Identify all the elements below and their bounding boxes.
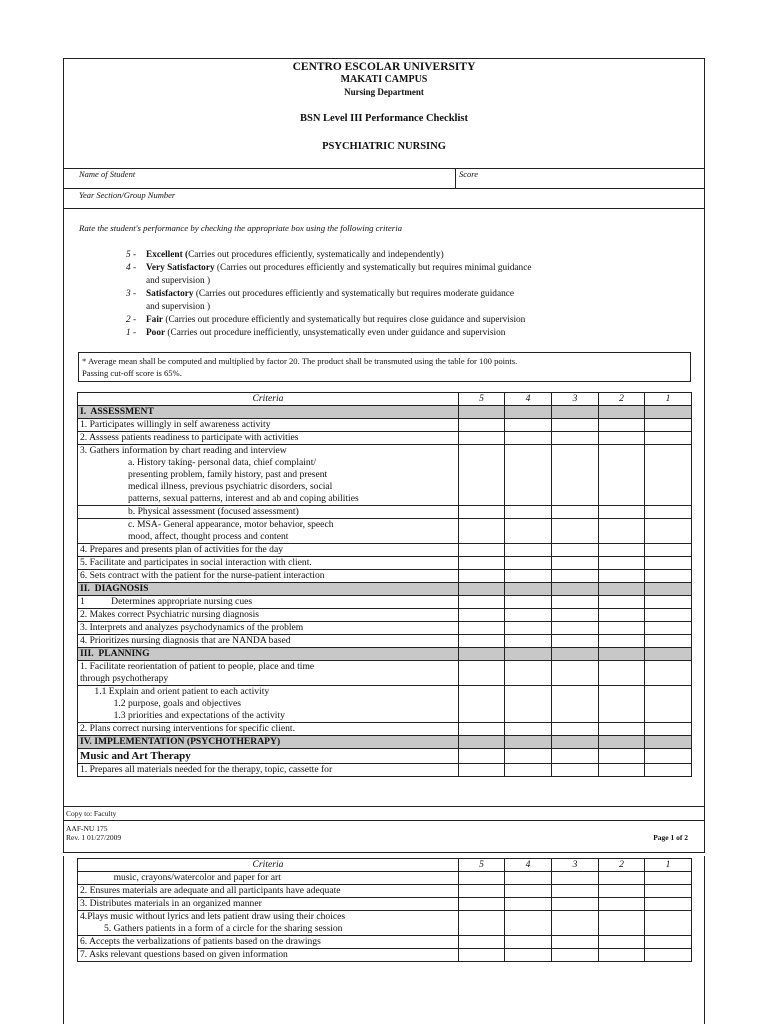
score-checkbox[interactable] bbox=[459, 911, 505, 936]
name-of-student-label: Name of Student bbox=[79, 169, 136, 179]
score-checkbox[interactable] bbox=[459, 419, 505, 432]
criteria-header: Criteria bbox=[78, 859, 459, 872]
score-checkbox[interactable] bbox=[505, 557, 552, 570]
score-checkbox[interactable] bbox=[505, 596, 552, 609]
criteria-text: III. PLANNING bbox=[78, 648, 459, 661]
score-checkbox[interactable] bbox=[645, 622, 692, 635]
score-checkbox[interactable] bbox=[599, 911, 645, 936]
score-checkbox[interactable] bbox=[599, 506, 645, 519]
score-checkbox[interactable] bbox=[645, 949, 692, 962]
score-checkbox[interactable] bbox=[505, 872, 552, 885]
score-checkbox[interactable] bbox=[645, 432, 692, 445]
score-checkbox[interactable] bbox=[505, 949, 552, 962]
year-section-label: Year Section/Group Number bbox=[79, 190, 176, 200]
score-checkbox[interactable] bbox=[505, 764, 552, 777]
instructions: Rate the student's performance by checking the appropriate box using the following criteria bbox=[79, 223, 403, 233]
criteria-text: 2. Asssess patients readiness to participate with activities bbox=[78, 432, 459, 445]
table-row bbox=[78, 609, 692, 622]
score-checkbox[interactable] bbox=[505, 885, 552, 898]
score-checkbox[interactable] bbox=[599, 609, 645, 622]
score-checkbox[interactable] bbox=[599, 686, 645, 723]
table-row bbox=[78, 911, 692, 936]
score-checkbox[interactable] bbox=[552, 936, 599, 949]
score-checkbox[interactable] bbox=[645, 635, 692, 648]
score-checkbox[interactable] bbox=[645, 936, 692, 949]
score-checkbox[interactable] bbox=[645, 419, 692, 432]
score-checkbox[interactable] bbox=[552, 872, 599, 885]
score-checkbox[interactable] bbox=[552, 911, 599, 936]
score-checkbox[interactable] bbox=[599, 949, 645, 962]
table-row bbox=[78, 936, 692, 949]
criteria-text: 4. Prioritizes nursing diagnosis that are NANDA based bbox=[78, 635, 459, 648]
criteria-text: 1. Prepares all materials needed for the therapy, topic, cassette for bbox=[78, 764, 459, 777]
score-checkbox[interactable] bbox=[459, 749, 505, 764]
score-checkbox[interactable] bbox=[645, 648, 692, 661]
score-checkbox[interactable] bbox=[645, 570, 692, 583]
score-checkbox[interactable] bbox=[459, 661, 505, 686]
rating-description: (Carries out procedures efficiently and systematically but requires moderate guidance bbox=[193, 289, 514, 299]
score-checkbox[interactable] bbox=[599, 432, 645, 445]
score-header: 4 bbox=[505, 859, 552, 872]
table-row bbox=[78, 596, 692, 609]
criteria-text: 4. Prepares and presents plan of activities for the day bbox=[78, 544, 459, 557]
score-checkbox[interactable] bbox=[552, 419, 599, 432]
campus-name: MAKATI CAMPUS bbox=[340, 74, 428, 85]
score-checkbox[interactable] bbox=[459, 635, 505, 648]
score-header: 1 bbox=[645, 393, 692, 406]
score-checkbox[interactable] bbox=[599, 406, 645, 419]
score-checkbox[interactable] bbox=[552, 898, 599, 911]
table-row bbox=[78, 764, 692, 777]
score-header: 1 bbox=[645, 859, 692, 872]
criteria-text: b. Physical assessment (focused assessment) bbox=[78, 506, 459, 519]
score-checkbox[interactable] bbox=[459, 885, 505, 898]
score-checkbox[interactable] bbox=[552, 432, 599, 445]
rating-number: 3 - bbox=[126, 289, 137, 299]
table-header-row bbox=[78, 393, 692, 406]
score-checkbox[interactable] bbox=[599, 419, 645, 432]
criteria-text: 4.Plays music without lyrics and lets patient draw using their choices 5. Gathers patients in a form of a circle for the sharing session bbox=[78, 911, 459, 936]
criteria-text: 3. Interprets and analyzes psychodynamics of the problem bbox=[78, 622, 459, 635]
criteria-text: 5. Facilitate and participates in social interaction with client. bbox=[78, 557, 459, 570]
score-checkbox[interactable] bbox=[552, 885, 599, 898]
criteria-text: 3. Gathers information by chart reading and interview a. History taking- personal data, chief complaint/ presenting problem, family history, past and present medical illness, previous psychiatric disorders, social patterns, sexual patterns, interest and ab and coping abilities bbox=[78, 445, 459, 506]
score-checkbox[interactable] bbox=[505, 432, 552, 445]
score-checkbox[interactable] bbox=[505, 911, 552, 936]
score-checkbox[interactable] bbox=[599, 648, 645, 661]
score-checkbox[interactable] bbox=[505, 736, 552, 749]
form-page-1 bbox=[63, 58, 705, 853]
score-header: 3 bbox=[552, 859, 599, 872]
criteria-text: 1. Facilitate reorientation of patient to people, place and time through psychotherapy bbox=[78, 661, 459, 686]
score-header: 4 bbox=[505, 393, 552, 406]
score-checkbox[interactable] bbox=[645, 872, 692, 885]
table-row bbox=[78, 723, 692, 736]
score-checkbox[interactable] bbox=[459, 406, 505, 419]
score-checkbox[interactable] bbox=[505, 583, 552, 596]
divider bbox=[64, 806, 704, 807]
rating-term: Fair bbox=[146, 315, 164, 325]
score-checkbox[interactable] bbox=[505, 635, 552, 648]
score-checkbox[interactable] bbox=[599, 885, 645, 898]
score-checkbox[interactable] bbox=[552, 749, 599, 764]
subject-title: PSYCHIATRIC NURSING bbox=[322, 141, 446, 152]
university-name: CENTRO ESCOLAR UNIVERSITY bbox=[292, 61, 476, 73]
table-row bbox=[78, 519, 692, 544]
score-checkbox[interactable] bbox=[552, 406, 599, 419]
score-checkbox[interactable] bbox=[599, 557, 645, 570]
score-checkbox[interactable] bbox=[459, 872, 505, 885]
score-checkbox[interactable] bbox=[599, 898, 645, 911]
score-checkbox[interactable] bbox=[645, 445, 692, 506]
score-checkbox[interactable] bbox=[505, 519, 552, 544]
score-checkbox[interactable] bbox=[645, 519, 692, 544]
score-checkbox[interactable] bbox=[459, 764, 505, 777]
score-checkbox[interactable] bbox=[599, 596, 645, 609]
criteria-text: 2. Plans correct nursing interventions for specific client. bbox=[78, 723, 459, 736]
checklist-title: BSN Level III Performance Checklist bbox=[300, 113, 468, 124]
divider bbox=[64, 188, 704, 189]
score-checkbox[interactable] bbox=[552, 949, 599, 962]
criteria-text: 3. Distributes materials in an organized manner bbox=[78, 898, 459, 911]
score-checkbox[interactable] bbox=[645, 764, 692, 777]
table-row bbox=[78, 544, 692, 557]
score-checkbox[interactable] bbox=[645, 583, 692, 596]
criteria-text: c. MSA- General appearance, motor behavior, speech mood, affect, thought process and content bbox=[78, 519, 459, 544]
score-header: 3 bbox=[552, 393, 599, 406]
score-checkbox[interactable] bbox=[552, 661, 599, 686]
criteria-text: music, crayons/watercolor and paper for art bbox=[78, 872, 459, 885]
score-checkbox[interactable] bbox=[505, 648, 552, 661]
score-label: Score bbox=[459, 169, 479, 179]
table-row bbox=[78, 872, 692, 885]
score-checkbox[interactable] bbox=[505, 506, 552, 519]
rating-term: Very Satisfactory bbox=[146, 263, 215, 273]
score-checkbox[interactable] bbox=[552, 596, 599, 609]
divider bbox=[64, 820, 704, 821]
score-checkbox[interactable] bbox=[599, 583, 645, 596]
score-checkbox[interactable] bbox=[645, 661, 692, 686]
rating-description-cont: and supervision ) bbox=[146, 276, 211, 286]
criteria-text: Music and Art Therapy bbox=[78, 749, 459, 764]
rating-description: (Carries out procedure efficiently and systematically but requires close guidance and supervision bbox=[163, 315, 526, 325]
score-checkbox[interactable] bbox=[459, 596, 505, 609]
score-checkbox[interactable] bbox=[459, 445, 505, 506]
rating-scale bbox=[126, 249, 686, 340]
score-checkbox[interactable] bbox=[459, 949, 505, 962]
score-checkbox[interactable] bbox=[552, 622, 599, 635]
score-header: 2 bbox=[599, 393, 645, 406]
score-checkbox[interactable] bbox=[552, 609, 599, 622]
score-checkbox[interactable] bbox=[645, 406, 692, 419]
score-checkbox[interactable] bbox=[552, 583, 599, 596]
criteria-text: 2. Makes correct Psychiatric nursing diagnosis bbox=[78, 609, 459, 622]
criteria-text: 2. Ensures materials are adequate and all participants have adequate bbox=[78, 885, 459, 898]
section-row bbox=[78, 648, 692, 661]
score-checkbox[interactable] bbox=[599, 544, 645, 557]
score-checkbox[interactable] bbox=[645, 557, 692, 570]
score-checkbox[interactable] bbox=[552, 445, 599, 506]
score-checkbox[interactable] bbox=[645, 596, 692, 609]
score-checkbox[interactable] bbox=[505, 936, 552, 949]
score-checkbox[interactable] bbox=[552, 544, 599, 557]
score-checkbox[interactable] bbox=[505, 749, 552, 764]
score-checkbox[interactable] bbox=[645, 609, 692, 622]
section-row bbox=[78, 406, 692, 419]
table-row bbox=[78, 557, 692, 570]
criteria-text: 6. Accepts the verbalizations of patients based on the drawings bbox=[78, 936, 459, 949]
score-checkbox[interactable] bbox=[645, 736, 692, 749]
score-checkbox[interactable] bbox=[459, 622, 505, 635]
score-checkbox[interactable] bbox=[459, 519, 505, 544]
score-checkbox[interactable] bbox=[599, 519, 645, 544]
score-checkbox[interactable] bbox=[459, 898, 505, 911]
score-checkbox[interactable] bbox=[552, 736, 599, 749]
score-checkbox[interactable] bbox=[599, 622, 645, 635]
table-row bbox=[78, 885, 692, 898]
score-checkbox[interactable] bbox=[552, 519, 599, 544]
form-page-2 bbox=[63, 856, 705, 1024]
score-checkbox[interactable] bbox=[552, 764, 599, 777]
rating-number: 5 - bbox=[126, 250, 137, 260]
score-checkbox[interactable] bbox=[645, 506, 692, 519]
criteria-text: 1. Participates willingly in self awareness activity bbox=[78, 419, 459, 432]
department-name: Nursing Department bbox=[344, 87, 424, 97]
score-checkbox[interactable] bbox=[505, 419, 552, 432]
score-checkbox[interactable] bbox=[552, 686, 599, 723]
rating-number: 4 - bbox=[126, 263, 137, 273]
table-row bbox=[78, 661, 692, 686]
note-line-2: Passing cut-off score is 65%. bbox=[82, 368, 182, 378]
table-row bbox=[78, 506, 692, 519]
score-checkbox[interactable] bbox=[645, 686, 692, 723]
score-checkbox[interactable] bbox=[599, 570, 645, 583]
section-row bbox=[78, 736, 692, 749]
divider bbox=[64, 208, 704, 209]
score-checkbox[interactable] bbox=[552, 648, 599, 661]
rating-number: 1 - bbox=[126, 328, 137, 338]
field-divider bbox=[455, 168, 456, 188]
section-row bbox=[78, 583, 692, 596]
score-checkbox[interactable] bbox=[599, 723, 645, 736]
rating-scale-item bbox=[126, 327, 686, 340]
rating-term: Satisfactory bbox=[146, 289, 194, 299]
table-row bbox=[78, 445, 692, 506]
score-checkbox[interactable] bbox=[459, 609, 505, 622]
criteria-table bbox=[77, 392, 692, 777]
score-checkbox[interactable] bbox=[552, 570, 599, 583]
rating-scale-item bbox=[126, 249, 686, 262]
score-checkbox[interactable] bbox=[645, 911, 692, 936]
score-checkbox[interactable] bbox=[505, 723, 552, 736]
criteria-text: IV. IMPLEMENTATION (PSYCHOTHERAPY) bbox=[78, 736, 459, 749]
criteria-text: II. DIAGNOSIS bbox=[78, 583, 459, 596]
criteria-header: Criteria bbox=[78, 393, 459, 406]
table-row bbox=[78, 686, 692, 723]
score-checkbox[interactable] bbox=[505, 609, 552, 622]
score-checkbox[interactable] bbox=[505, 686, 552, 723]
criteria-text: 1 Determines appropriate nursing cues bbox=[78, 596, 459, 609]
score-checkbox[interactable] bbox=[505, 544, 552, 557]
score-checkbox[interactable] bbox=[459, 686, 505, 723]
rating-term: Poor bbox=[146, 328, 166, 338]
score-header: 5 bbox=[459, 393, 505, 406]
rating-description: (Carries out procedures efficiently and systematically but requires minimal guidance bbox=[214, 263, 532, 273]
table-row bbox=[78, 949, 692, 962]
score-checkbox[interactable] bbox=[505, 445, 552, 506]
table-row bbox=[78, 432, 692, 445]
score-header: 5 bbox=[459, 859, 505, 872]
score-checkbox[interactable] bbox=[645, 885, 692, 898]
score-checkbox[interactable] bbox=[459, 432, 505, 445]
score-checkbox[interactable] bbox=[459, 723, 505, 736]
score-checkbox[interactable] bbox=[505, 898, 552, 911]
score-checkbox[interactable] bbox=[505, 406, 552, 419]
score-checkbox[interactable] bbox=[599, 635, 645, 648]
criteria-text: 1.1 Explain and orient patient to each activity 1.2 purpose, goals and objectives 1.3 priorities and expectations of the activity bbox=[78, 686, 459, 723]
score-checkbox[interactable] bbox=[505, 661, 552, 686]
criteria-text: 6. Sets contract with the patient for the nurse-patient interaction bbox=[78, 570, 459, 583]
rating-description: (Carries out procedure inefficiently, unsystematically even under guidance and supervision bbox=[165, 328, 506, 338]
rating-scale-item bbox=[126, 288, 686, 314]
score-checkbox[interactable] bbox=[599, 736, 645, 749]
form-code: AAF-NU 175 bbox=[66, 824, 108, 833]
table-header-row bbox=[78, 859, 692, 872]
score-header: 2 bbox=[599, 859, 645, 872]
score-checkbox[interactable] bbox=[645, 723, 692, 736]
score-checkbox[interactable] bbox=[552, 506, 599, 519]
score-checkbox[interactable] bbox=[459, 583, 505, 596]
score-checkbox[interactable] bbox=[459, 544, 505, 557]
table-row bbox=[78, 419, 692, 432]
score-checkbox[interactable] bbox=[505, 570, 552, 583]
score-checkbox[interactable] bbox=[505, 622, 552, 635]
table-row bbox=[78, 622, 692, 635]
copy-to: Copy to: Faculty bbox=[66, 809, 117, 818]
score-checkbox[interactable] bbox=[552, 557, 599, 570]
score-checkbox[interactable] bbox=[599, 872, 645, 885]
score-checkbox[interactable] bbox=[599, 661, 645, 686]
score-checkbox[interactable] bbox=[552, 635, 599, 648]
criteria-table-continued bbox=[77, 858, 692, 962]
score-checkbox[interactable] bbox=[599, 764, 645, 777]
score-checkbox[interactable] bbox=[459, 648, 505, 661]
rating-term: Excellent ( bbox=[146, 250, 189, 260]
score-checkbox[interactable] bbox=[645, 898, 692, 911]
table-row bbox=[78, 898, 692, 911]
table-row bbox=[78, 570, 692, 583]
score-checkbox[interactable] bbox=[599, 445, 645, 506]
criteria-text: 7. Asks relevant questions based on given information bbox=[78, 949, 459, 962]
score-checkbox[interactable] bbox=[645, 749, 692, 764]
score-checkbox[interactable] bbox=[459, 936, 505, 949]
score-checkbox[interactable] bbox=[599, 749, 645, 764]
score-checkbox[interactable] bbox=[645, 544, 692, 557]
note-line-1: * Average mean shall be computed and multiplied by factor 20. The product shall be transmuted using the table for 100 points. bbox=[82, 356, 518, 366]
rating-description: Carries out procedures efficiently, systematically and independently) bbox=[188, 250, 444, 260]
rating-description-cont: and supervision ) bbox=[146, 302, 211, 312]
criteria-text: I. ASSESSMENT bbox=[78, 406, 459, 419]
rating-scale-item bbox=[126, 262, 686, 288]
score-checkbox[interactable] bbox=[552, 723, 599, 736]
divider bbox=[64, 168, 704, 169]
table-row bbox=[78, 635, 692, 648]
subsection-row bbox=[78, 749, 692, 764]
page-number: Page 1 of 2 bbox=[653, 833, 688, 842]
score-checkbox[interactable] bbox=[459, 570, 505, 583]
rating-scale-item bbox=[126, 314, 686, 327]
score-checkbox[interactable] bbox=[459, 506, 505, 519]
score-checkbox[interactable] bbox=[459, 557, 505, 570]
average-note bbox=[78, 352, 691, 382]
rating-number: 2 - bbox=[126, 315, 137, 325]
score-checkbox[interactable] bbox=[599, 936, 645, 949]
score-checkbox[interactable] bbox=[459, 736, 505, 749]
revision: Rev. 1 01/27/2009 bbox=[66, 833, 122, 842]
